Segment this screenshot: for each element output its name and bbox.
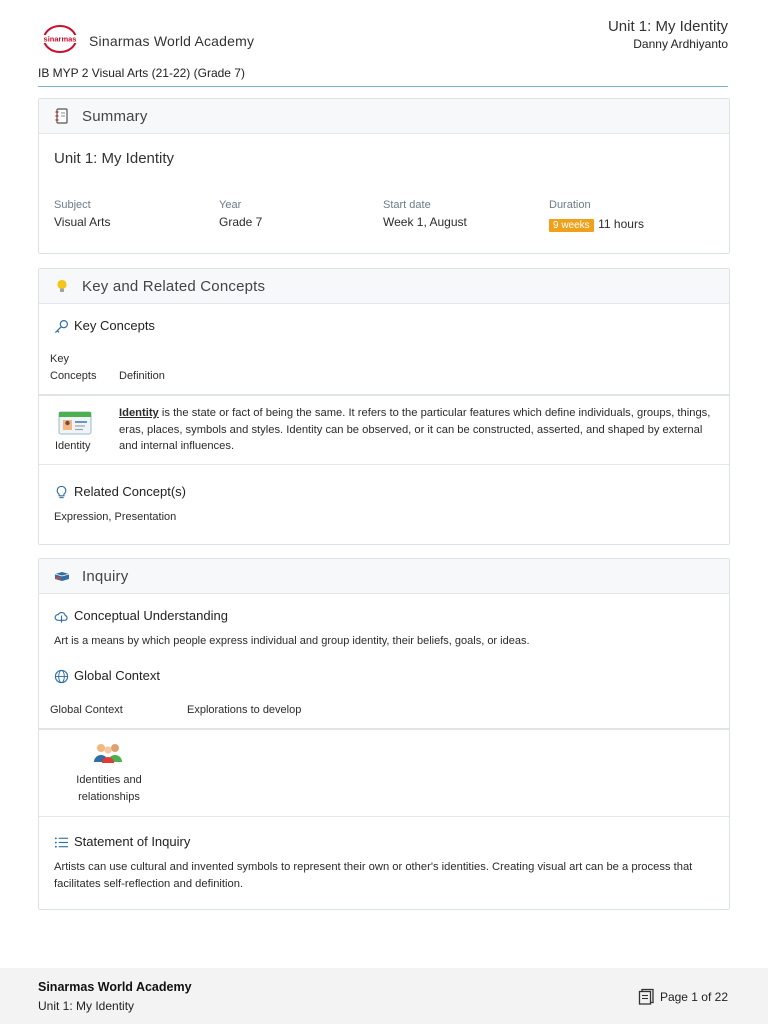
related-concepts-title: Related Concept(s) bbox=[74, 484, 186, 499]
identity-term: Identity bbox=[119, 407, 159, 419]
identity-definition bbox=[119, 405, 715, 455]
gc-row-divider bbox=[39, 816, 729, 817]
list-icon bbox=[54, 835, 69, 850]
unit-name: Unit 1: My Identity bbox=[54, 150, 175, 167]
page-footer bbox=[0, 968, 768, 1024]
duration-label: Duration bbox=[549, 199, 591, 211]
book-icon bbox=[54, 568, 70, 584]
notebook-icon bbox=[54, 108, 70, 124]
conceptual-understanding-text: Art is a means by which people express individual and group identity, their beliefs, goals, or ideas. bbox=[54, 635, 530, 647]
col-header-concepts: Concepts bbox=[50, 370, 97, 382]
global-context-title: Global Context bbox=[74, 668, 160, 683]
duration-weeks-badge: 9 weeks bbox=[549, 219, 594, 232]
concepts-heading: Key and Related Concepts bbox=[82, 278, 266, 295]
identity-definition-text: is the state or fact of being the same. It refers to the particular features which define individuals, groups, things, eras, places, symbols and styles. Identity can be observed, or it can be constructed, asserted, and shaped by external and internal influences. bbox=[119, 407, 711, 452]
unit-title: Unit 1: My Identity bbox=[607, 18, 728, 35]
footer-school: Sinarmas World Academy bbox=[38, 980, 192, 994]
svg-text:sinarmas: sinarmas bbox=[43, 34, 77, 44]
col-header-definition: Definition bbox=[119, 370, 165, 382]
subject-value: Visual Arts bbox=[54, 215, 111, 229]
statement-of-inquiry-text: Artists can use cultural and invented symbols to represent their own or other's identities. Creating visual art can be a process that facilitates self-reflection and definition. bbox=[54, 861, 693, 890]
col-header-key: Key bbox=[50, 353, 69, 365]
people-icon bbox=[92, 741, 124, 763]
bulb-outline-icon bbox=[54, 485, 69, 500]
start-date-label: Start date bbox=[383, 199, 431, 211]
table-divider bbox=[39, 394, 729, 396]
global-context-item-line2: relationships bbox=[78, 791, 140, 803]
school-name: Sinarmas World Academy bbox=[89, 33, 255, 49]
subject-label: Subject bbox=[54, 199, 91, 211]
key-icon bbox=[54, 319, 69, 334]
start-date-value: Week 1, August bbox=[383, 215, 467, 229]
year-value: Grade 7 bbox=[219, 215, 263, 229]
duration-hours: 11 hours bbox=[598, 217, 644, 231]
statement-of-inquiry-title: Statement of Inquiry bbox=[74, 834, 191, 849]
concept-identity-label: Identity bbox=[55, 440, 91, 452]
course-name: IB MYP 2 Visual Arts (21-22) (Grade 7) bbox=[38, 66, 245, 80]
year-label: Year bbox=[219, 199, 242, 211]
row-divider bbox=[39, 464, 729, 465]
duration-row bbox=[549, 215, 644, 233]
author-name: Danny Ardhiyanto bbox=[633, 37, 728, 51]
school-logo bbox=[42, 24, 78, 54]
inquiry-heading: Inquiry bbox=[82, 568, 129, 585]
summary-header bbox=[39, 99, 729, 134]
col-header-explorations: Explorations to develop bbox=[187, 704, 302, 716]
id-card-icon bbox=[58, 409, 92, 435]
inquiry-card bbox=[38, 558, 730, 910]
page-header bbox=[38, 0, 728, 88]
conceptual-understanding-title: Conceptual Understanding bbox=[74, 608, 228, 623]
summary-heading: Summary bbox=[82, 108, 148, 125]
concepts-card bbox=[38, 268, 730, 545]
concepts-header bbox=[39, 269, 729, 304]
footer-unit: Unit 1: My Identity bbox=[38, 999, 135, 1013]
pages-icon bbox=[638, 988, 655, 1005]
key-concepts-title: Key Concepts bbox=[74, 318, 155, 333]
inquiry-header bbox=[39, 559, 729, 594]
gc-table-divider bbox=[39, 728, 729, 730]
cloud-idea-icon bbox=[54, 609, 69, 624]
col-header-global-context: Global Context bbox=[50, 704, 123, 716]
page-number: Page 1 of 22 bbox=[659, 990, 728, 1004]
globe-icon bbox=[54, 669, 69, 684]
summary-card bbox=[38, 98, 730, 254]
global-context-item-line1: Identities and bbox=[76, 774, 142, 786]
header-divider bbox=[38, 86, 728, 87]
lightbulb-icon bbox=[54, 278, 70, 294]
related-concepts-value: Expression, Presentation bbox=[54, 511, 177, 523]
